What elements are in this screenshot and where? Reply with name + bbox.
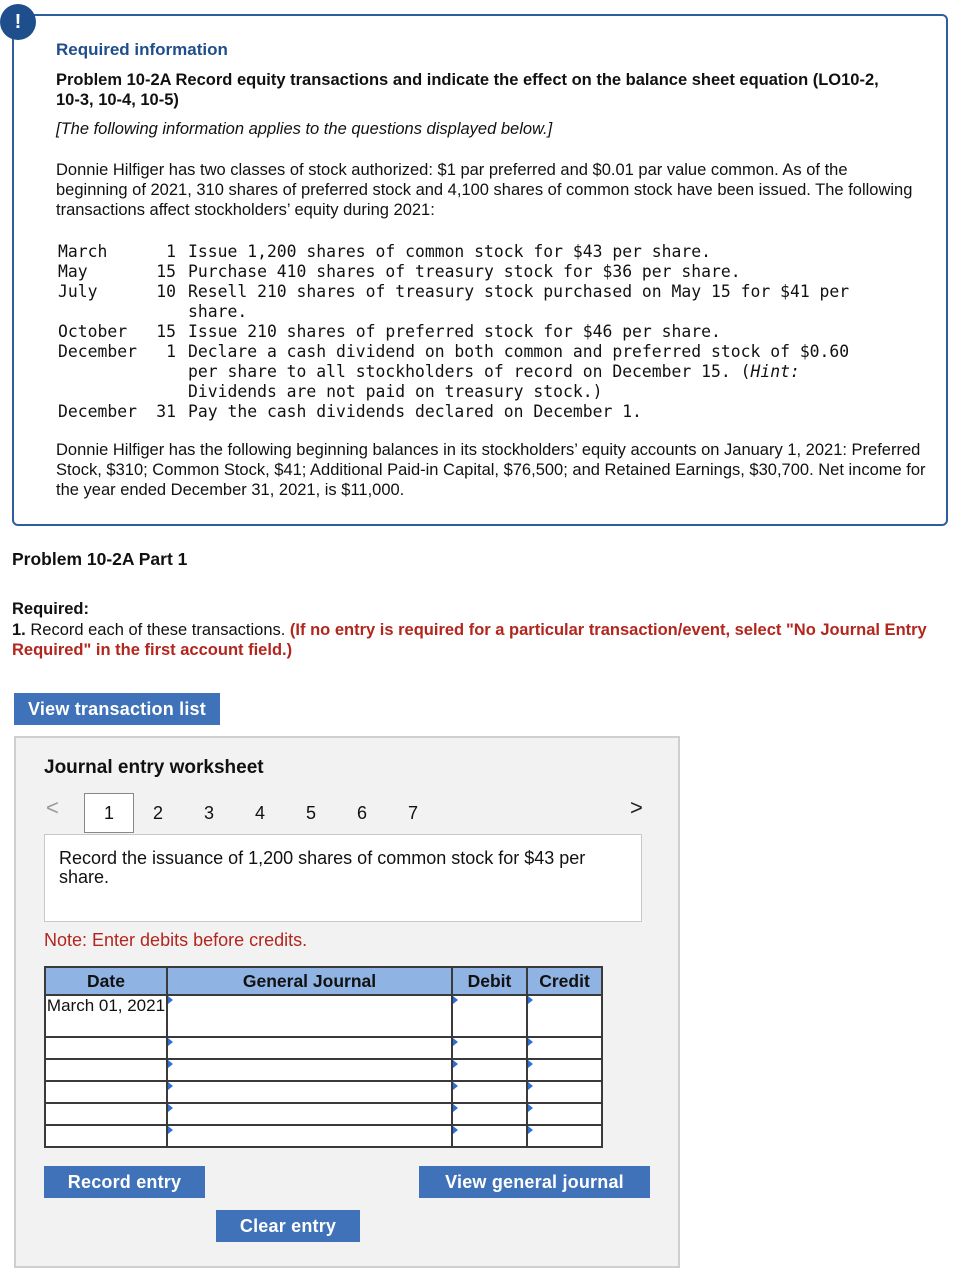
journal-row <box>45 1125 602 1147</box>
transaction-row <box>58 402 878 422</box>
transaction-desc: Purchase 410 shares of treasury stock for $36 per share. <box>188 262 741 281</box>
credit-input[interactable] <box>528 1060 601 1080</box>
applies-note: [The following information applies to the questions displayed below.] <box>56 120 553 138</box>
debit-field[interactable] <box>452 995 527 1037</box>
required-text: Record each of these transactions. <box>25 621 290 639</box>
hint-text: Dividends are not paid on treasury stock.) <box>188 382 603 401</box>
credit-field[interactable] <box>527 1103 602 1125</box>
transaction-list <box>58 242 878 422</box>
debit-input[interactable] <box>453 1038 526 1058</box>
journal-row <box>45 1037 602 1059</box>
account-field[interactable] <box>167 1059 452 1081</box>
journal-header-row <box>45 967 602 995</box>
transaction-day: 31 <box>156 402 176 421</box>
required-label: Required: <box>12 600 90 618</box>
page-tab-4[interactable]: 4 <box>255 803 266 823</box>
intro-paragraph: Donnie Hilfiger has two classes of stock authorized: $1 par preferred and $0.01 par value common. As of the beginning of 2021, 310 shares of preferred stock and 4,100 shares of common stock have been issued. The following transactions affect stockholders’ equity during 2021: <box>56 161 913 219</box>
transaction-row <box>58 242 878 262</box>
alert-icon: ! <box>0 4 36 40</box>
account-dropdown[interactable] <box>168 1060 451 1080</box>
debit-field[interactable] <box>452 1037 527 1059</box>
account-field[interactable] <box>167 1103 452 1125</box>
chevron-left-icon[interactable]: < <box>46 795 59 820</box>
transaction-month: October <box>58 322 128 341</box>
transaction-row <box>58 282 878 322</box>
page-tab-7[interactable]: 7 <box>408 803 419 823</box>
credit-field[interactable] <box>527 995 602 1037</box>
account-dropdown[interactable] <box>168 1082 451 1102</box>
journal-row <box>45 1081 602 1103</box>
record-entry-button[interactable]: Record entry <box>44 1166 205 1198</box>
required-red-note: (If no entry is required for a particular transaction/event, select "No Journal Entry Required" in the first account field.) <box>12 621 927 659</box>
transaction-desc: Issue 1,200 shares of common stock for $43 per share. <box>188 242 712 261</box>
account-dropdown[interactable] <box>168 1126 451 1146</box>
debit-input[interactable] <box>453 1060 526 1080</box>
page-tab-3[interactable]: 3 <box>204 803 215 823</box>
account-dropdown[interactable] <box>168 1104 451 1124</box>
credit-field[interactable] <box>527 1081 602 1103</box>
transaction-desc: Pay the cash dividends declared on December 1. <box>188 402 642 421</box>
problem-title: Problem 10-2A Record equity transactions and indicate the effect on the balance sheet equation (LO10-2, 10-3, 10-4, 10-5) <box>56 71 879 109</box>
date-cell <box>45 1037 167 1059</box>
debit-field[interactable] <box>452 1125 527 1147</box>
account-field[interactable] <box>167 1125 452 1147</box>
debit-input[interactable] <box>453 1104 526 1124</box>
hint-label: Hint: <box>750 362 800 381</box>
account-field[interactable] <box>167 1081 452 1103</box>
transaction-row <box>58 262 878 282</box>
page-tab-6[interactable]: 6 <box>357 803 368 823</box>
clear-entry-button[interactable]: Clear entry <box>216 1210 360 1242</box>
debit-input[interactable] <box>453 1082 526 1102</box>
date-cell: March 01, 2021 <box>45 995 167 1037</box>
debit-input[interactable] <box>453 996 526 1036</box>
debits-credits-note: Note: Enter debits before credits. <box>44 930 308 950</box>
part-title: Problem 10-2A Part 1 <box>12 549 188 569</box>
transaction-month: December <box>58 342 137 361</box>
credit-input[interactable] <box>528 1104 601 1124</box>
journal-row <box>45 1059 602 1081</box>
transaction-desc: Resell 210 shares of treasury stock purchased on May 15 for $41 per share. <box>188 282 850 321</box>
required-number: 1. <box>12 621 26 639</box>
transaction-day: 15 <box>156 262 176 281</box>
transaction-month: July <box>58 282 98 301</box>
view-general-journal-button[interactable]: View general journal <box>419 1166 650 1198</box>
worksheet-title: Journal entry worksheet <box>44 757 264 778</box>
transaction-desc: Issue 210 shares of preferred stock for $46 per share. <box>188 322 721 341</box>
transaction-day: 10 <box>156 282 176 301</box>
journal-row <box>45 1103 602 1125</box>
journal-row <box>45 995 602 1037</box>
transaction-row <box>58 322 878 342</box>
transaction-month: May <box>58 262 88 281</box>
debit-field[interactable] <box>452 1103 527 1125</box>
view-transaction-list-button[interactable]: View transaction list <box>14 693 220 725</box>
date-cell <box>45 1059 167 1081</box>
transaction-desc <box>188 342 878 402</box>
transaction-row <box>58 342 878 402</box>
date-header: Date <box>45 967 167 995</box>
debit-input[interactable] <box>453 1126 526 1146</box>
transaction-day: 1 <box>166 242 176 261</box>
date-cell <box>45 1081 167 1103</box>
account-field[interactable] <box>167 995 452 1037</box>
credit-field[interactable] <box>527 1037 602 1059</box>
debit-field[interactable] <box>452 1059 527 1081</box>
transaction-desc-text: Declare a cash dividend on both common and preferred stock of $0.60 per share to all stockholders of record on December 15. <box>188 342 850 381</box>
credit-input[interactable] <box>528 996 601 1036</box>
credit-field[interactable] <box>527 1059 602 1081</box>
credit-input[interactable] <box>528 1126 601 1146</box>
credit-field[interactable] <box>527 1125 602 1147</box>
beginning-balances: Donnie Hilfiger has the following beginning balances in its stockholders’ equity accounts on January 1, 2021: Preferred Stock, $310; Common Stock, $41; Additional Paid-in Capital, $76,500; and Retained Earnings, $30,700. Net income for the year ended December 31, 2021, is $11,000. <box>56 441 926 499</box>
account-dropdown[interactable] <box>168 996 451 1036</box>
chevron-right-icon[interactable]: > <box>630 795 643 820</box>
debit-field[interactable] <box>452 1081 527 1103</box>
account-field[interactable] <box>167 1037 452 1059</box>
credit-input[interactable] <box>528 1082 601 1102</box>
transaction-description: Record the issuance of 1,200 shares of common stock for $43 per share. <box>44 834 642 922</box>
required-instructions <box>12 620 942 660</box>
transaction-month: December <box>58 402 137 421</box>
page-tab-1[interactable]: 1 <box>84 793 134 833</box>
credit-input[interactable] <box>528 1038 601 1058</box>
general-journal-header: General Journal <box>167 967 452 995</box>
debit-header: Debit <box>452 967 527 995</box>
transaction-day: 1 <box>166 342 176 361</box>
account-dropdown[interactable] <box>168 1038 451 1058</box>
credit-header: Credit <box>527 967 602 995</box>
hint-open: ( <box>740 362 751 381</box>
info-title: Required information <box>56 40 228 59</box>
transaction-day: 15 <box>156 322 176 341</box>
page-tab-2[interactable]: 2 <box>153 803 164 823</box>
date-cell <box>45 1125 167 1147</box>
transaction-month: March <box>58 242 108 261</box>
journal-entry-table <box>44 966 603 1148</box>
page-tab-5[interactable]: 5 <box>306 803 317 823</box>
date-cell <box>45 1103 167 1125</box>
